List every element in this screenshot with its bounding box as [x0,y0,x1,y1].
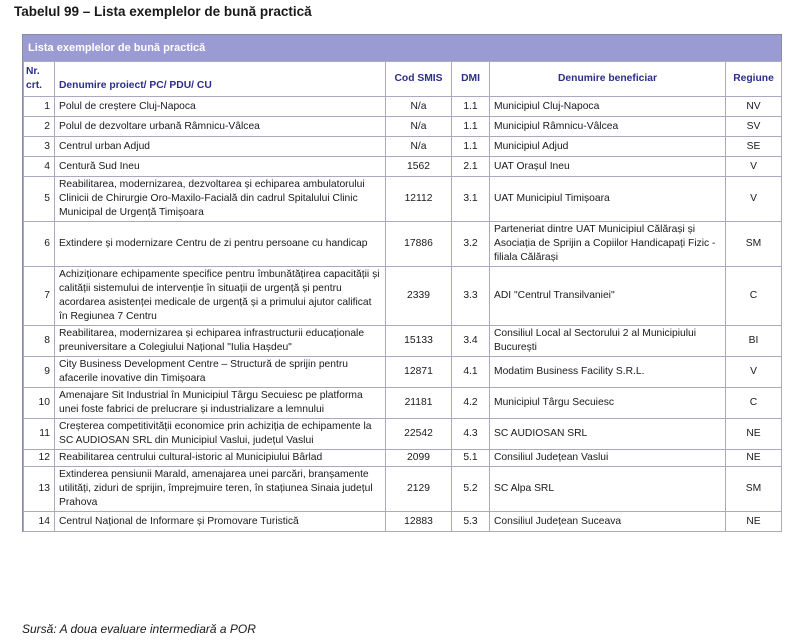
table-row [24,137,782,157]
cell-regiune: SE [726,137,782,157]
table-row [24,117,782,137]
cell-smis: 12883 [386,512,452,532]
table-row [24,467,782,512]
cell-dmi: 5.3 [452,512,490,532]
cell-nr: 14 [24,512,55,532]
table-row [24,419,782,450]
cell-proiect: Centrul urban Adjud [55,137,386,157]
cell-smis: N/a [386,137,452,157]
cell-proiect: Centrul Național de Informare și Promovare Turistică [55,512,386,532]
cell-dmi: 5.1 [452,450,490,467]
table-band: Lista exemplelor de bună practică [23,35,781,61]
cell-beneficiar: Municipiul Târgu Secuiesc [490,388,726,419]
cell-proiect: Polul de creștere Cluj-Napoca [55,97,386,117]
table-row [24,157,782,177]
cell-beneficiar: Consiliul Județean Suceava [490,512,726,532]
cell-proiect: Reabilitarea, modernizarea, dezvoltarea și echiparea ambulatorului Clinicii de Chirurgie Oro-Maxilo-Facială din cadrul Spitalului Clinic Municipal de Urgență Timișoara [55,177,386,222]
cell-nr: 1 [24,97,55,117]
cell-proiect: Achiziționare echipamente specifice pentru îmbunătățirea capacității și calității sistemului de intervenție în situații de urgență și pentru acordarea asistenței medicale de urgență și a primului ajutor calificat în Regiunea 7 Centru [55,267,386,326]
cell-nr: 5 [24,177,55,222]
cell-proiect: Centură Sud Ineu [55,157,386,177]
cell-beneficiar: ADI "Centrul Transilvaniei" [490,267,726,326]
table-row [24,97,782,117]
cell-proiect: Reabilitarea centrului cultural-istoric al Municipiului Bârlad [55,450,386,467]
cell-nr: 7 [24,267,55,326]
cell-proiect: Reabilitarea, modernizarea și echiparea infrastructurii educaționale preuniversitare a Colegiului Național "Iulia Hașdeu" [55,326,386,357]
cell-smis: 12112 [386,177,452,222]
cell-smis: 22542 [386,419,452,450]
cell-regiune: BI [726,326,782,357]
cell-beneficiar: SC AUDIOSAN SRL [490,419,726,450]
table-row [24,512,782,532]
cell-dmi: 5.2 [452,467,490,512]
cell-nr: 8 [24,326,55,357]
cell-beneficiar: UAT Municipiul Timișoara [490,177,726,222]
cell-smis: 2099 [386,450,452,467]
cell-smis: N/a [386,117,452,137]
cell-proiect: Polul de dezvoltare urbană Râmnicu-Vâlcea [55,117,386,137]
cell-regiune: V [726,157,782,177]
cell-proiect: Extindere și modernizare Centru de zi pentru persoane cu handicap [55,222,386,267]
cell-beneficiar: Consiliul Local al Sectorului 2 al Municipiului București [490,326,726,357]
cell-smis: 12871 [386,357,452,388]
header-beneficiar: Denumire beneficiar [490,62,726,97]
cell-beneficiar: UAT Orașul Ineu [490,157,726,177]
header-proiect: Denumire proiect/ PC/ PDU/ CU [55,62,386,97]
source-note: Sursă: A doua evaluare intermediară a POR [22,622,256,636]
table-row [24,357,782,388]
table-title: Tabelul 99 – Lista exemplelor de bună practică [14,4,312,19]
cell-beneficiar: Modatim Business Facility S.R.L. [490,357,726,388]
table-row [24,222,782,267]
table-container [22,34,782,532]
cell-regiune: V [726,177,782,222]
cell-dmi: 3.2 [452,222,490,267]
cell-beneficiar: Parteneriat dintre UAT Municipiul Călărași și Asociația de Sprijin a Copiilor Handicapați Fizic - filiala Călărași [490,222,726,267]
cell-dmi: 1.1 [452,137,490,157]
cell-nr: 11 [24,419,55,450]
cell-dmi: 4.3 [452,419,490,450]
cell-proiect: Extinderea pensiunii Marald, amenajarea unei parcări, branșamente utilități, ziduri de sprijin, împrejmuire teren, în stațiunea Sinaia județul Prahova [55,467,386,512]
cell-dmi: 3.4 [452,326,490,357]
cell-nr: 10 [24,388,55,419]
cell-smis: 2339 [386,267,452,326]
table-row [24,326,782,357]
header-nr: Nr. crt. [24,62,55,97]
cell-smis: 1562 [386,157,452,177]
header-dmi: DMI [452,62,490,97]
cell-dmi: 4.2 [452,388,490,419]
cell-smis: 17886 [386,222,452,267]
cell-dmi: 1.1 [452,117,490,137]
table-row [24,267,782,326]
cell-nr: 6 [24,222,55,267]
cell-dmi: 4.1 [452,357,490,388]
table-body [24,97,782,532]
cell-beneficiar: Municipiul Adjud [490,137,726,157]
cell-dmi: 1.1 [452,97,490,117]
cell-nr: 4 [24,157,55,177]
cell-nr: 2 [24,117,55,137]
cell-regiune: SV [726,117,782,137]
header-smis: Cod SMIS [386,62,452,97]
practice-table [23,61,782,532]
cell-dmi: 3.1 [452,177,490,222]
cell-regiune: NE [726,450,782,467]
cell-beneficiar: SC Alpa SRL [490,467,726,512]
header-row [24,62,782,97]
cell-regiune: SM [726,467,782,512]
cell-regiune: C [726,267,782,326]
cell-proiect: Creșterea competitivității economice prin achiziția de echipamente la SC AUDIOSAN SRL din Municipiul Vaslui, județul Vaslui [55,419,386,450]
cell-nr: 9 [24,357,55,388]
cell-proiect: City Business Development Centre – Structură de sprijin pentru afacerile inovative din Timișoara [55,357,386,388]
header-regiune: Regiune [726,62,782,97]
cell-beneficiar: Municipiul Cluj-Napoca [490,97,726,117]
cell-proiect: Amenajare Sit Industrial în Municipiul Târgu Secuiesc pe platforma unei foste fabrici de prelucrare și industrializare a lemnului [55,388,386,419]
cell-regiune: NV [726,97,782,117]
cell-smis: N/a [386,97,452,117]
cell-regiune: NE [726,419,782,450]
table-row [24,177,782,222]
cell-beneficiar: Consiliul Județean Vaslui [490,450,726,467]
cell-smis: 15133 [386,326,452,357]
cell-dmi: 3.3 [452,267,490,326]
table-row [24,450,782,467]
cell-smis: 2129 [386,467,452,512]
cell-dmi: 2.1 [452,157,490,177]
cell-nr: 13 [24,467,55,512]
cell-smis: 21181 [386,388,452,419]
cell-regiune: V [726,357,782,388]
cell-regiune: C [726,388,782,419]
cell-regiune: SM [726,222,782,267]
cell-nr: 3 [24,137,55,157]
cell-nr: 12 [24,450,55,467]
cell-regiune: NE [726,512,782,532]
table-row [24,388,782,419]
cell-beneficiar: Municipiul Râmnicu-Vâlcea [490,117,726,137]
